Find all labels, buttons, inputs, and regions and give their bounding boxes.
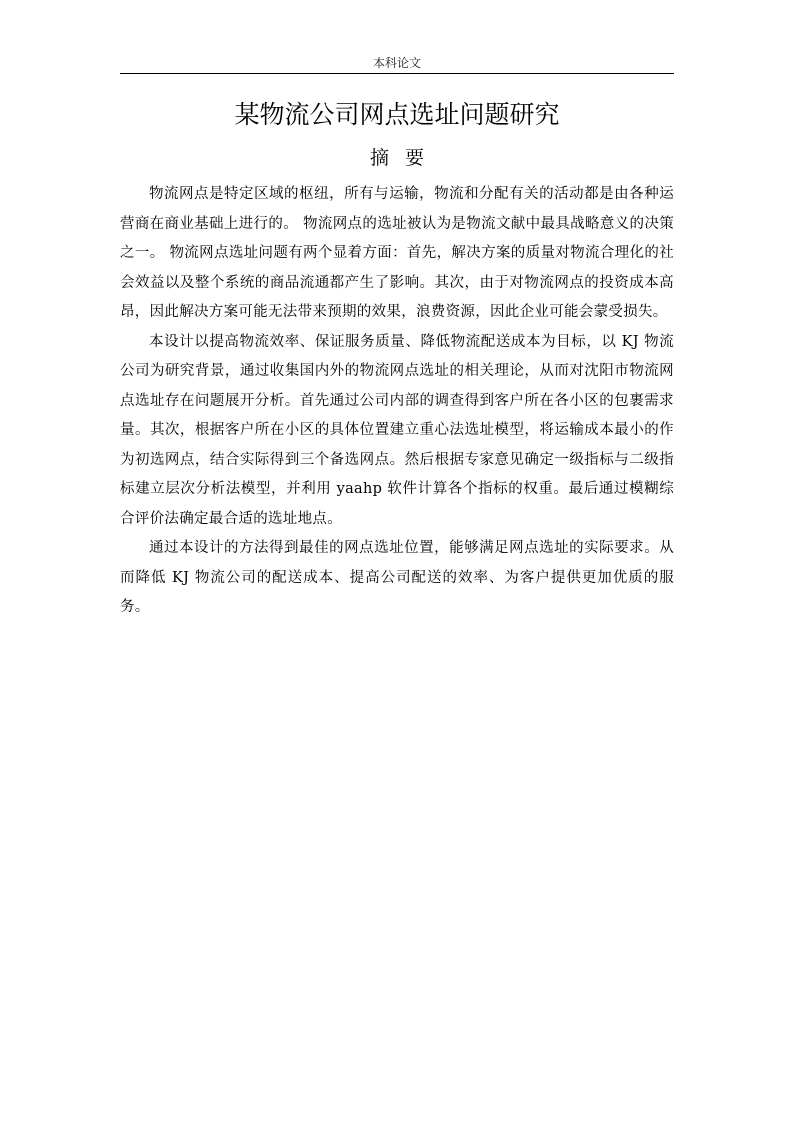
- abstract-heading: 摘要: [369, 147, 440, 169]
- running-header: 本科论文: [372, 56, 421, 70]
- abstract-paragraph-1: 物流网点是特定区域的枢纽，所有与运输，物流和分配有关的活动都是由各种运营商在商业基础上进行的。 物流网点的选址被认为是物流文献中最具战略意义的决策之一。 物流网点选址问题有两个显着方面：首先，解决方案的质量对物流合理化的社会效益以及整个系统的商品流通都产生了影响。其次，由于对物流网点的投资成本高昂，因此解决方案可能无法带来预期的效果，浪费资源，因此企业可能会蒙受损失。: [120, 186, 674, 320]
- abstract-paragraph-2: 本设计以提高物流效率、保证服务质量、降低物流配送成本为目标，以 KJ 物流公司为研究背景，通过收集国内外的物流网点选址的相关理论，从而对沈阳市物流网点选址存在问题展开分析。首先通过公司内部的调查得到客户所在各小区的包裹需求量。其次，根据客户所在小区的具体位置建立重心法选址模型，将运输成本最小的作为初选网点，结合实际得到三个备选网点。然后根据专家意见确定一级指标与二级指标建立层次分析法模型，并利用 yaahp 软件计算各个指标的权重。最后通过模糊综合评价法确定最合适的选址地点。: [120, 333, 674, 527]
- header-rule: [120, 73, 674, 74]
- abstract-body: [120, 180, 674, 623]
- abstract-paragraph-3: 通过本设计的方法得到最佳的网点选址位置，能够满足网点选址的实际要求。从而降低 KJ 物流公司的配送成本、提高公司配送的效率、为客户提供更加优质的服务。: [120, 540, 674, 615]
- paper-title: 某物流公司网点选址问题研究: [234, 100, 560, 129]
